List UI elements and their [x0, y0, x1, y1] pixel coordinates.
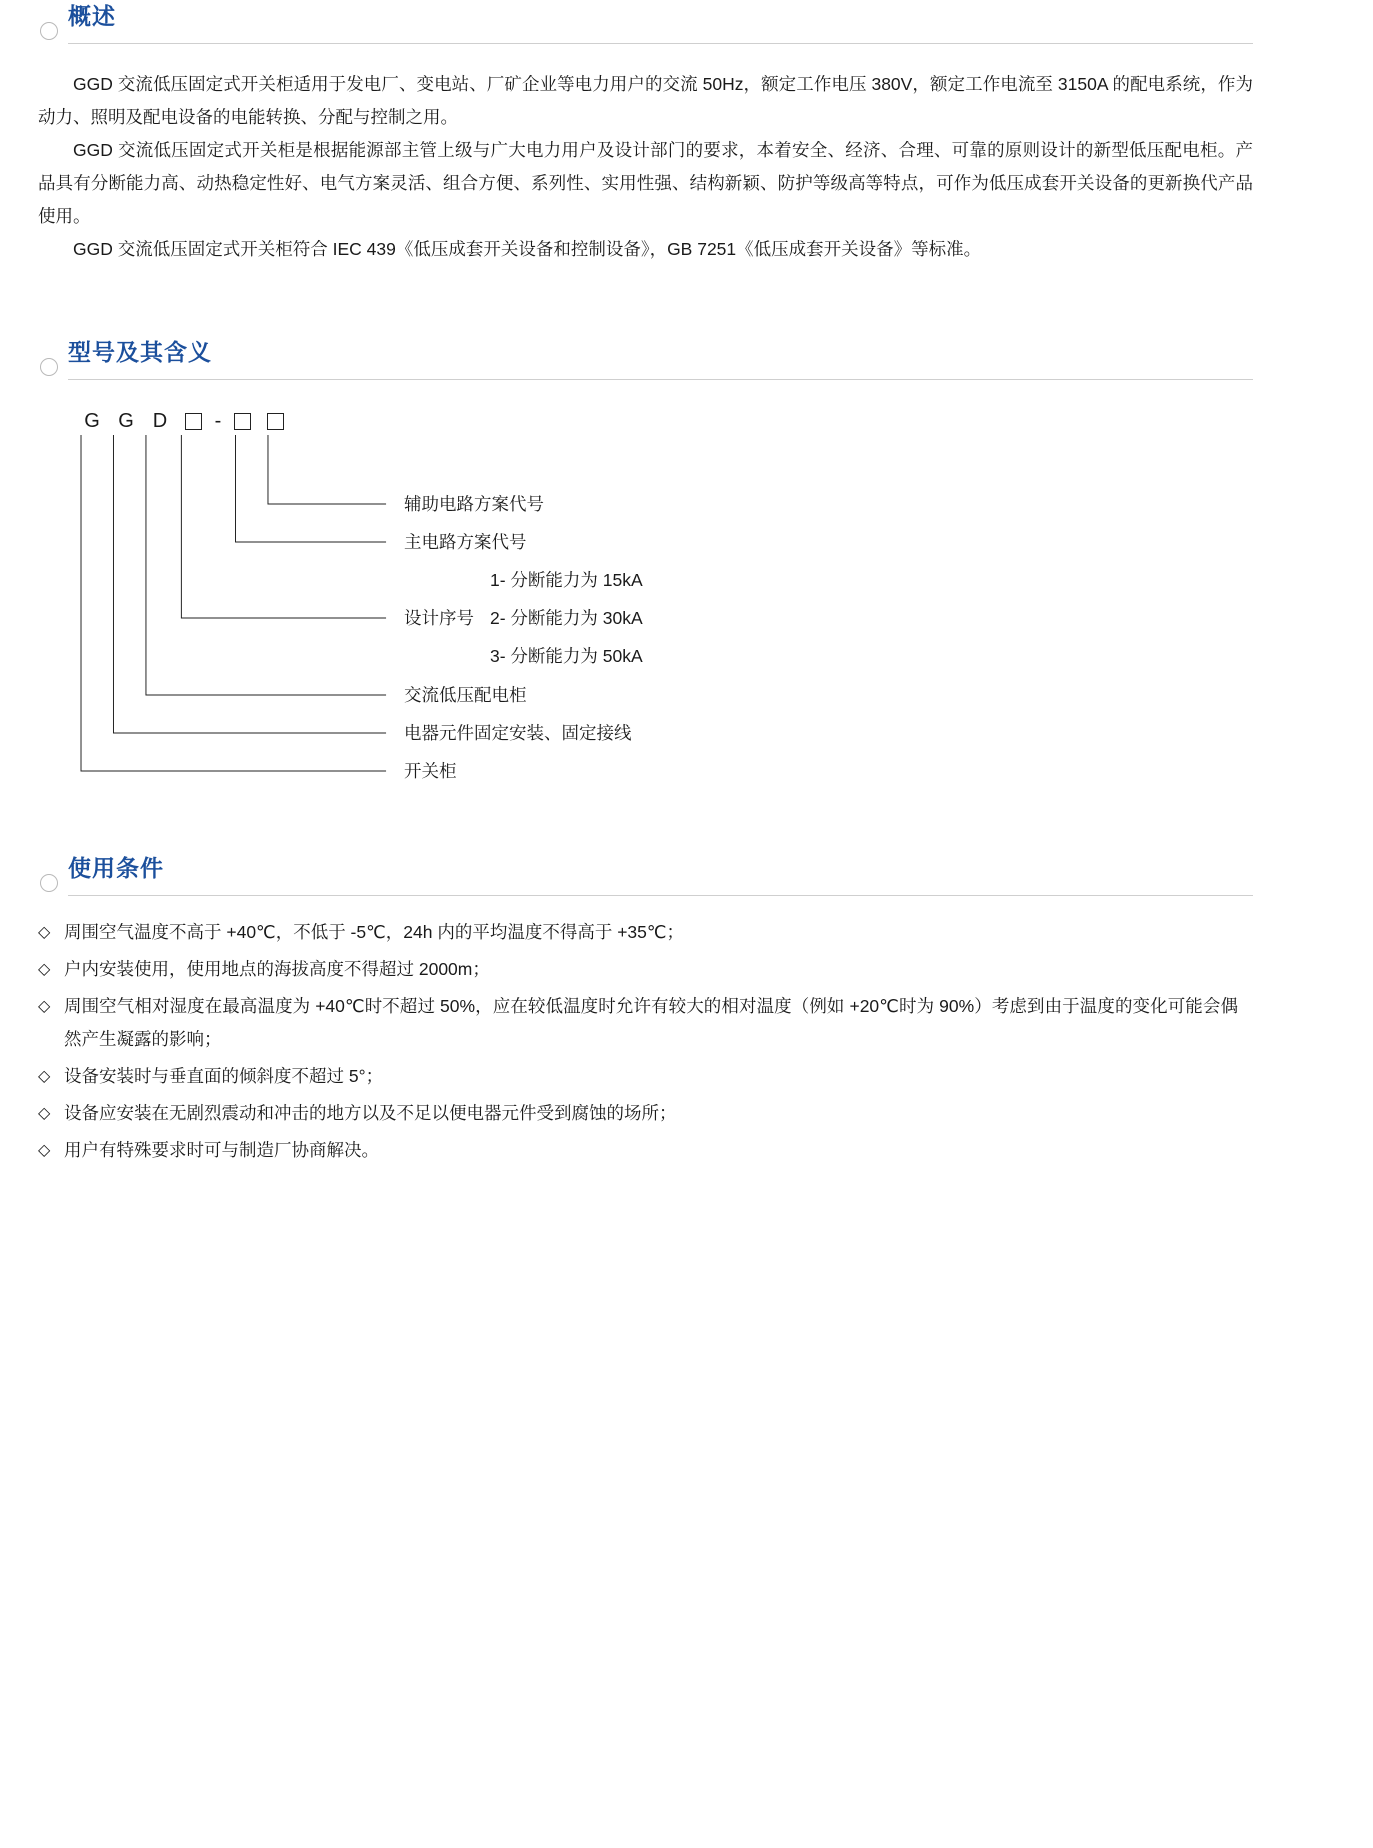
- model-label-ac-lv-cabinet: 交流低压配电柜: [404, 685, 527, 705]
- divider: [68, 895, 1253, 896]
- decorative-ring-icon: [40, 358, 58, 376]
- list-item-label: 周围空气温度不高于 +40℃，不低于 -5℃，24h 内的平均温度不得高于 +35℃；: [64, 922, 685, 942]
- list-item: [38, 953, 1238, 986]
- model-letter-2: G: [118, 410, 134, 432]
- conditions-list: [38, 916, 1238, 1167]
- overview-paragraph-2: GGD 交流低压固定式开关柜是根据能源部主管上级与广大电力用户及设计部门的要求，本着安全、经济、合理、可靠的原则设计的新型低压配电柜。产品具有分断能力高、动热稳定性好、电气方案灵活、组合方便、系列性、实用性强、结构新颖、防护等级高等特点，可作为低压成套开关设备的更新换代产品使用。: [38, 140, 1253, 226]
- list-item: [38, 916, 1238, 949]
- overview-paragraph-1: GGD 交流低压固定式开关柜适用于发电厂、变电站、厂矿企业等电力用户的交流 50Hz，额定工作电压 380V，额定工作电流至 3150A 的配电系统，作为动力、照明及配电设备的电能转换、分配与控制之用。: [38, 74, 1253, 127]
- list-item: [38, 1134, 1238, 1167]
- list-item: [38, 990, 1238, 1056]
- model-label-aux-circuit: 辅助电路方案代号: [404, 494, 544, 514]
- model-label-main-circuit: 主电路方案代号: [404, 532, 527, 552]
- section-model-designation: [20, 336, 1253, 798]
- list-item-label: 设备安装时与垂直面的倾斜度不超过 5°；: [64, 1066, 384, 1086]
- page-title-overview: 概述: [68, 3, 116, 29]
- overview-paragraph-3: GGD 交流低压固定式开关柜符合 IEC 439《低压成套开关设备和控制设备》，GB 7251《低压成套开关设备》等标准。: [73, 239, 982, 259]
- list-item: [38, 1060, 1238, 1093]
- diamond-bullet-icon: ◇: [38, 924, 51, 941]
- list-item-label: 用户有特殊要求时可与制造厂协商解决。: [64, 1140, 379, 1160]
- section-header-model: [40, 336, 1253, 382]
- section-operating-conditions: [20, 852, 1253, 1167]
- section-overview: [20, 0, 1253, 266]
- list-item: [38, 1097, 1238, 1130]
- overview-body: [38, 68, 1253, 266]
- model-label-breaking-30ka: 2- 分断能力为 30kA: [490, 608, 643, 628]
- model-designation-diagram: [20, 408, 1253, 798]
- diamond-bullet-icon: ◇: [38, 1142, 51, 1159]
- decorative-ring-icon: [40, 874, 58, 892]
- diamond-bullet-icon: ◇: [38, 1068, 51, 1085]
- page-title-model: 型号及其含义: [68, 339, 212, 365]
- leader-lines: [20, 408, 1253, 798]
- diamond-bullet-icon: ◇: [38, 998, 51, 1015]
- diamond-bullet-icon: ◇: [38, 1105, 51, 1122]
- divider: [68, 43, 1253, 44]
- list-item-label: 户内安装使用，使用地点的海拔高度不得超过 2000m；: [64, 959, 490, 979]
- spacer: [20, 266, 1253, 336]
- model-label-breaking-50ka: 3- 分断能力为 50kA: [490, 646, 643, 666]
- section-header-conditions: [40, 852, 1253, 898]
- section-header-overview: [40, 0, 1253, 46]
- diamond-bullet-icon: ◇: [38, 961, 51, 978]
- model-label-breaking-15ka: 1- 分断能力为 15kA: [490, 570, 643, 590]
- model-dash: -: [214, 409, 222, 432]
- divider: [68, 379, 1253, 380]
- page-title-conditions: 使用条件: [68, 855, 164, 881]
- model-label-fixed-mount: 电器元件固定安装、固定接线: [404, 723, 632, 743]
- model-letter-1: G: [84, 410, 100, 432]
- model-label-design-serial: 设计序号: [404, 608, 474, 628]
- model-letter-3: D: [152, 410, 168, 432]
- decorative-ring-icon: [40, 22, 58, 40]
- list-item-label: 周围空气相对湿度在最高温度为 +40℃时不超过 50%，应在较低温度时允许有较大的相对温度（例如 +20℃时为 90%）考虑到由于温度的变化可能会偶然产生凝露的影响；: [64, 996, 1238, 1049]
- model-label-switchgear: 开关柜: [404, 761, 457, 781]
- list-item-label: 设备应安装在无剧烈震动和冲击的地方以及不足以便电器元件受到腐蚀的场所；: [64, 1103, 677, 1123]
- spacer: [20, 798, 1253, 852]
